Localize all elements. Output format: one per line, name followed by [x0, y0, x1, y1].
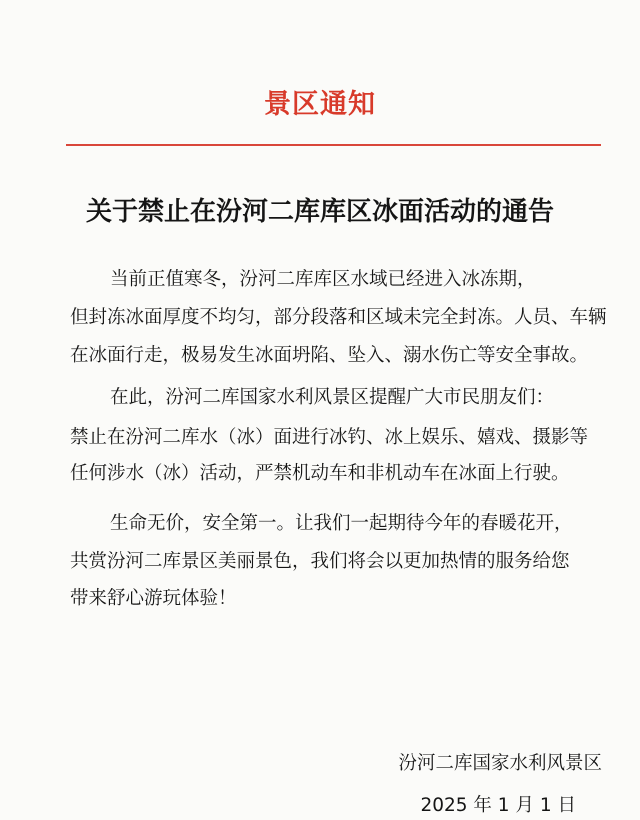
body-line: 当前正值寒冬，汾河二库库区水域已经进入冰冻期， — [110, 269, 536, 290]
body-line: 带来舒心游玩体验！ — [70, 588, 237, 609]
issuer-signature: 汾河二库国家水利风景区 — [398, 753, 602, 774]
header-title: 景区通知 — [264, 89, 376, 120]
body-line: 禁止在汾河二库水（冰）面进行冰钓、冰上娱乐、嬉戏、摄影等 — [70, 427, 589, 448]
body-line: 生命无价，安全第一。让我们一起期待今年的春暖花开， — [110, 513, 573, 534]
body-line: 共赏汾河二库景区美丽景色，我们将会以更加热情的服务给您 — [70, 551, 570, 572]
body-line: 但封冻冰面厚度不均匀，部分段落和区域未完全封冻。人员、车辆 — [70, 307, 607, 328]
body-line: 在此，汾河二库国家水利风景区提醒广大市民朋友们： — [110, 387, 555, 408]
notice-title: 关于禁止在汾河二库库区冰面活动的通告 — [85, 197, 554, 227]
body-line: 在冰面行走，极易发生冰面坍陷、坠入、溺水伤亡等安全事故。 — [70, 345, 589, 366]
body-line: 任何涉水（冰）活动，严禁机动车和非机动车在冰面上行驶。 — [70, 463, 570, 484]
header-divider — [66, 144, 601, 146]
issue-date: 2025 年 1 月 1 日 — [420, 795, 576, 816]
